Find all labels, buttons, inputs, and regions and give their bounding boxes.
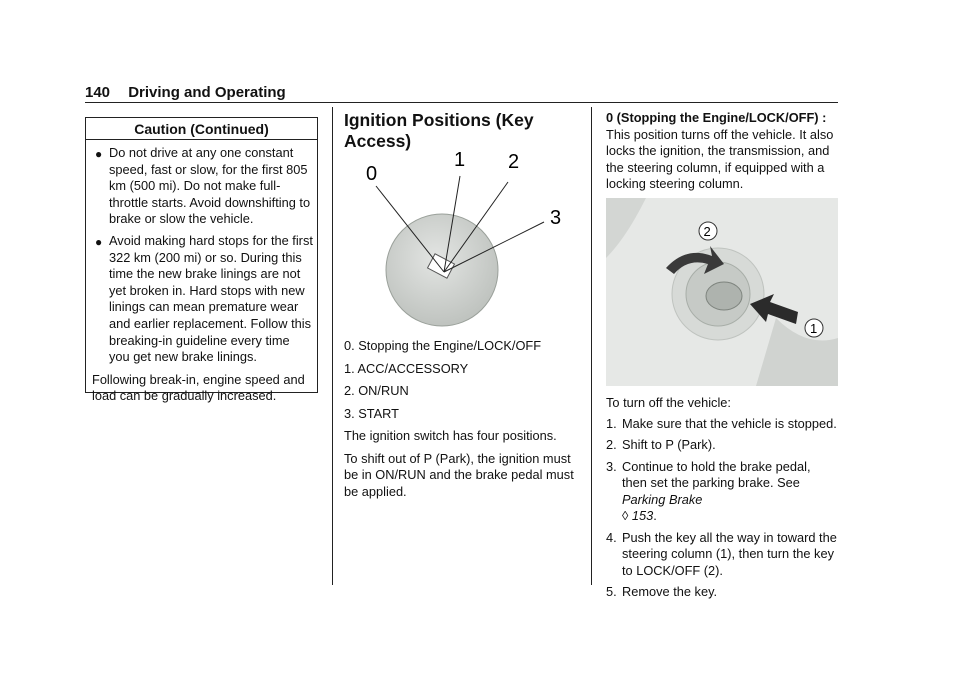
caution-bullet [86, 233, 313, 366]
paragraph: To shift out of P (Park), the ignition must be in ON/RUN and the brake pedal must be applied. [344, 450, 574, 499]
step-item [606, 416, 838, 433]
lead-paragraph [606, 110, 838, 193]
step-text: Shift to P (Park). [622, 437, 716, 452]
lead-text: This position turns off the vehicle. It also locks the ignition, the transmission, and the steering column, if equipped with a locking steering column. [606, 126, 834, 191]
steps-intro: To turn off the vehicle: [606, 395, 731, 410]
bullet-icon: ● [95, 147, 103, 161]
key-head-icon [706, 282, 742, 310]
callout-1-label: 1 [810, 321, 818, 336]
middle-column [344, 110, 574, 499]
position-2: 2. ON/RUN [344, 383, 409, 398]
caution-list [86, 145, 317, 366]
column-divider-left [332, 107, 333, 585]
middle-text [344, 338, 574, 506]
step-number: 5. [606, 584, 617, 599]
label-3: 3 [550, 207, 562, 229]
page-ref-icon: ◊ [622, 508, 632, 523]
label-1: 1 [454, 149, 466, 171]
page-ref-link[interactable]: 153 [631, 508, 654, 523]
ignition-diagram [344, 142, 574, 332]
step-number: 2. [606, 437, 617, 452]
position-3: 3. START [344, 405, 399, 421]
header-rule [85, 102, 838, 103]
step-number: 4. [606, 529, 617, 545]
lead-term: 0 (Stopping the Engine/LOCK/OFF) : [606, 110, 827, 125]
caution-title: Caution (Continued) [86, 118, 317, 140]
step-item [606, 530, 838, 580]
step-text: Push the key all the way in toward the steering column (1), then turn the key to LOCK/OFF (2). [622, 529, 837, 578]
bullet-text: Do not drive at any one constant speed, fast or slow, for the first 805 km (500 mi). Do not make full-throttle starts. Avoid downshifting to brake or slow the vehicle. [109, 145, 311, 227]
callout-2-label: 2 [703, 224, 711, 239]
section-heading: Ignition Positions (Key Access) [344, 110, 534, 151]
ignition-photo [606, 198, 838, 386]
section-title: Driving and Operating [128, 84, 286, 101]
step-item [606, 584, 838, 601]
right-column [606, 110, 838, 599]
position-1: 1. ACC/ACCESSORY [344, 360, 469, 376]
step-text: Remove the key. [622, 584, 718, 599]
label-2: 2 [508, 151, 520, 173]
caution-note: Following break-in, engine speed and load can be gradually increased. [92, 371, 305, 404]
parking-brake-link[interactable]: Parking Brake [622, 491, 703, 507]
step-item [606, 459, 838, 525]
caution-box [85, 117, 318, 404]
page-number: 140 [85, 84, 111, 101]
step-item [606, 437, 838, 454]
step-end: . [653, 508, 657, 523]
caution-bullet [86, 145, 313, 228]
steps-block [606, 395, 838, 606]
page-header [85, 84, 286, 101]
step-number: 1. [606, 415, 617, 431]
step-number: 3. [606, 458, 617, 474]
bullet-icon: ● [95, 234, 103, 249]
step-text: Make sure that the vehicle is stopped. [622, 415, 837, 431]
steps-list [606, 416, 838, 601]
bullet-text: Avoid making hard stops for the first 322 km (200 mi) or so. During this time the new brake linings are not yet broken in. Hard stops with new linings can mean premature wear and earlier replacement. Follow this breaking-in guideline every time you get new brake linings. [109, 232, 313, 365]
step-text: Continue to hold the brake pedal, then set the parking brake. See [622, 458, 811, 490]
paragraph: The ignition switch has four positions. [344, 428, 557, 443]
label-0: 0 [366, 163, 378, 185]
column-divider-right [591, 107, 592, 585]
position-0: 0. Stopping the Engine/LOCK/OFF [344, 338, 542, 353]
